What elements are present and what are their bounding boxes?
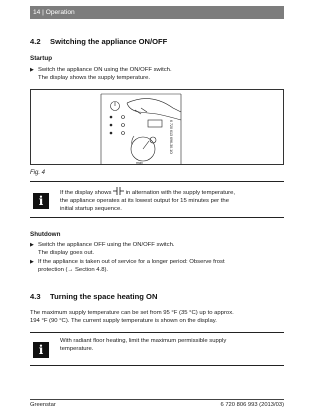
section-number: 4.2 bbox=[30, 37, 41, 46]
display-window-icon bbox=[148, 120, 162, 127]
para-line1: The maximum supply temperature can be set from 95 °F (35 °C) up to approx. bbox=[30, 310, 234, 316]
indicator-light-icon bbox=[122, 132, 125, 135]
indicator-light-icon bbox=[122, 124, 125, 127]
note-text bbox=[60, 187, 282, 213]
note-text bbox=[60, 337, 282, 353]
startup-bullet-line1: Switch the appliance ON using the ON/OFF switch. bbox=[38, 67, 172, 73]
indicator-dot-icon bbox=[110, 124, 112, 126]
footer-divider bbox=[30, 399, 284, 400]
startup-bullet-line2: The display shows the supply temperature. bbox=[38, 75, 150, 81]
figure-caption: Fig. 4 bbox=[30, 170, 46, 176]
page-header-bar bbox=[30, 6, 284, 19]
footer-doc-code: 6 720 806 993 (2013/03) bbox=[220, 402, 284, 408]
figure-code: 6 720 613 696-30.1O bbox=[169, 120, 173, 154]
note-block-floor-heating bbox=[30, 332, 284, 366]
note1-line2: the appliance operates at its lowest output for 15 minutes per the bbox=[60, 198, 229, 204]
shutdown-bullet1-line2: The display goes out. bbox=[38, 250, 94, 256]
info-icon: i bbox=[33, 193, 49, 209]
figure-4-box bbox=[30, 89, 284, 165]
shutdown-heading: Shutdown bbox=[30, 231, 61, 238]
startup-symbol-icon bbox=[113, 187, 124, 195]
shutdown-bullet-2 bbox=[30, 258, 284, 274]
note1-line3: initial startup sequence. bbox=[60, 206, 122, 212]
indicator-dot-icon bbox=[110, 116, 112, 118]
para-line2: 194 °F (90 °C). The current supply temperature is shown on the display. bbox=[30, 318, 217, 324]
control-panel-illustration bbox=[31, 90, 285, 166]
section-title-text: Turning the space heating ON bbox=[50, 292, 158, 301]
page-header-text: 14 | Operation bbox=[33, 9, 75, 16]
shutdown-bullet2-line2: protection (→ Section 4.8). bbox=[38, 267, 109, 273]
info-icon: i bbox=[33, 342, 49, 358]
shutdown-bullet2-line1: If the appliance is taken out of service for a longer period: Observe frost bbox=[38, 259, 225, 265]
section-title-text: Switching the appliance ON/OFF bbox=[50, 37, 168, 46]
footer-brand: Greenstar bbox=[30, 402, 56, 408]
indicator-light-icon bbox=[122, 116, 125, 119]
dial-label: max bbox=[136, 161, 143, 165]
section-heading-4-3 bbox=[30, 292, 157, 301]
note2-line1: With radiant floor heating, limit the maximum permissible supply bbox=[60, 338, 227, 344]
section-number: 4.3 bbox=[30, 292, 41, 301]
section-4-3-paragraph bbox=[30, 309, 280, 325]
bullet-arrow-icon: ▶ bbox=[30, 67, 34, 73]
bullet-arrow-icon: ▶ bbox=[30, 242, 34, 248]
indicator-dot-icon bbox=[110, 132, 112, 134]
shutdown-bullet1-line1: Switch the appliance OFF using the ON/OFF switch. bbox=[38, 242, 175, 248]
note2-line2: temperature. bbox=[60, 346, 94, 352]
bullet-arrow-icon: ▶ bbox=[30, 259, 34, 265]
note1-text-after: in alternation with the supply temperature, bbox=[125, 190, 236, 196]
note1-text-before: If the display shows bbox=[60, 190, 112, 196]
note-block-startup bbox=[30, 181, 284, 218]
section-heading-4-2 bbox=[30, 37, 167, 46]
startup-heading: Startup bbox=[30, 55, 53, 62]
startup-bullet bbox=[30, 66, 284, 82]
shutdown-bullet-1 bbox=[30, 241, 284, 257]
note1-line1 bbox=[60, 187, 282, 197]
